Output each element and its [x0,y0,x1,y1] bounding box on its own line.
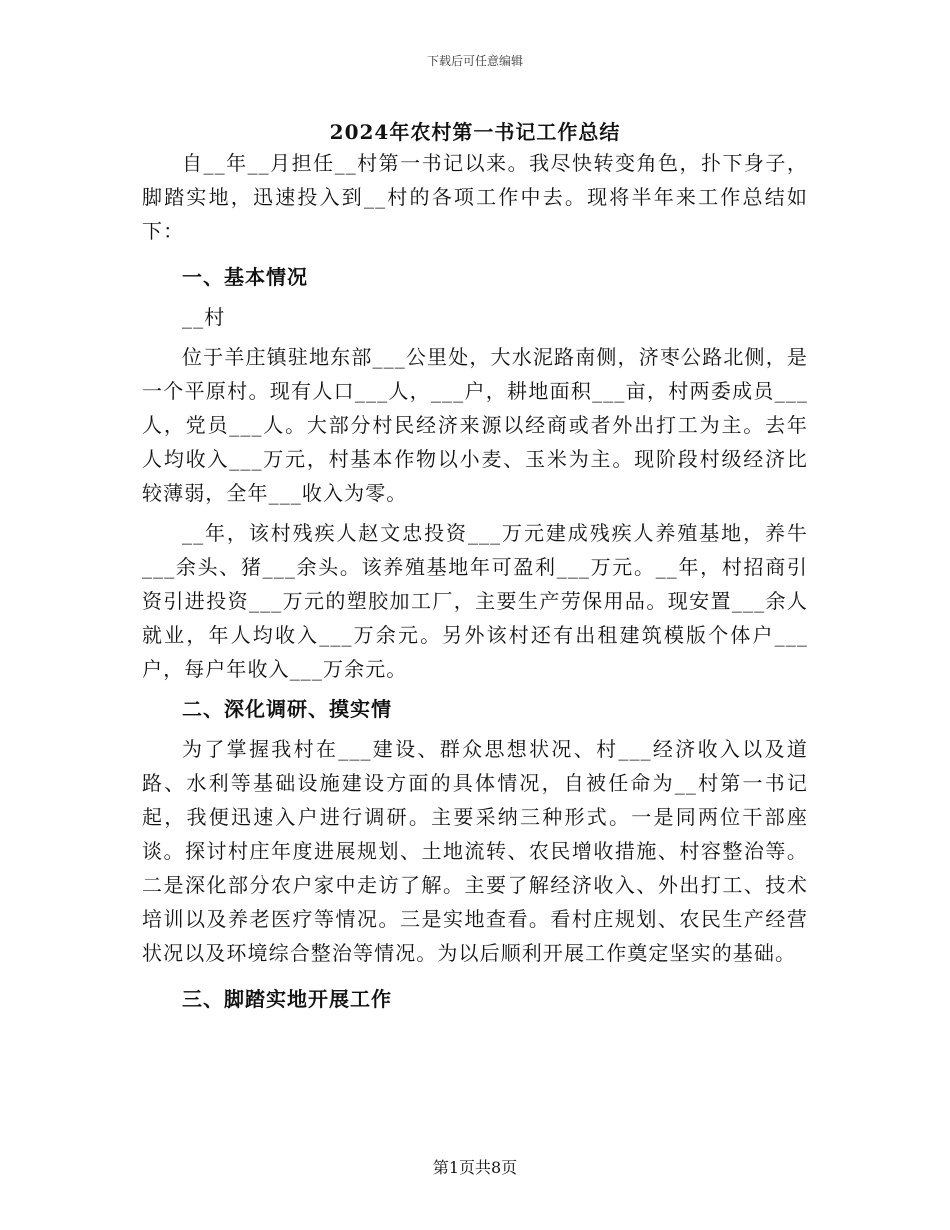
page-footer-number: 第1页共8页 [432,1158,518,1177]
section-heading-work: 三、脚踏实地开展工作 [182,987,392,1011]
document-title: 2024年农村第一书记工作总结 [329,120,621,144]
research-paragraph: 为了掌握我村在___建设、群众思想状况、村___经济收入以及道路、水利等基础设施建设方面的具体情况，自被任命为__村第一书记起，我便迅速入户进行调研。主要采纳三种形式。一是同两位干部座谈。探讨村庄年度进展规划、土地流转、农民增收措施、村容整治等。二是深化部分农户家中走访了解。主要了解经济收入、外出打工、技术培训以及养老医疗等情况。三是实地查看。看村庄规划、农民生产经营状况以及环境综合整治等情况。为以后顺利开展工作奠定坚实的基础。 [142,737,808,965]
basic-info-paragraph: 位于羊庄镇驻地东部___公里处，大水泥路南侧，济枣公路北侧，是一个平原村。现有人口___人，___户，耕地面积___亩，村两委成员___人，党员___人。大部分村民经济来源以经商或者外出打工为主。去年人均收入___万元，村基本作物以小麦、玉米为主。现阶段村级经济比较薄弱，全年___收入为零。 [142,345,808,505]
page-header-note: 下载后可任意编辑 [426,54,523,68]
intro-paragraph: 自__年__月担任__村第一书记以来。我尽快转变角色，扑下身子，脚踏实地，迅速投入到__村的各项工作中去。现将半年来工作总结如下： [142,151,808,243]
village-name-paragraph: __村 [182,305,226,329]
investment-paragraph: __年，该村残疾人赵文忠投资___万元建成残疾人养殖基地，养牛___余头、猪___余头。该养殖基地年可盈利___万元。__年，村招商引资引进投资___万元的塑胶加工厂，主要生产劳保用品。现安置___余人就业，年人均收入___万余元。另外该村还有出租建筑模版个体户___户，每户年收入___万余元。 [142,521,808,681]
document-body [142,146,808,1016]
section-heading-research: 二、深化调研、摸实情 [182,697,392,721]
section-heading-basic-info: 一、基本情况 [182,265,308,289]
